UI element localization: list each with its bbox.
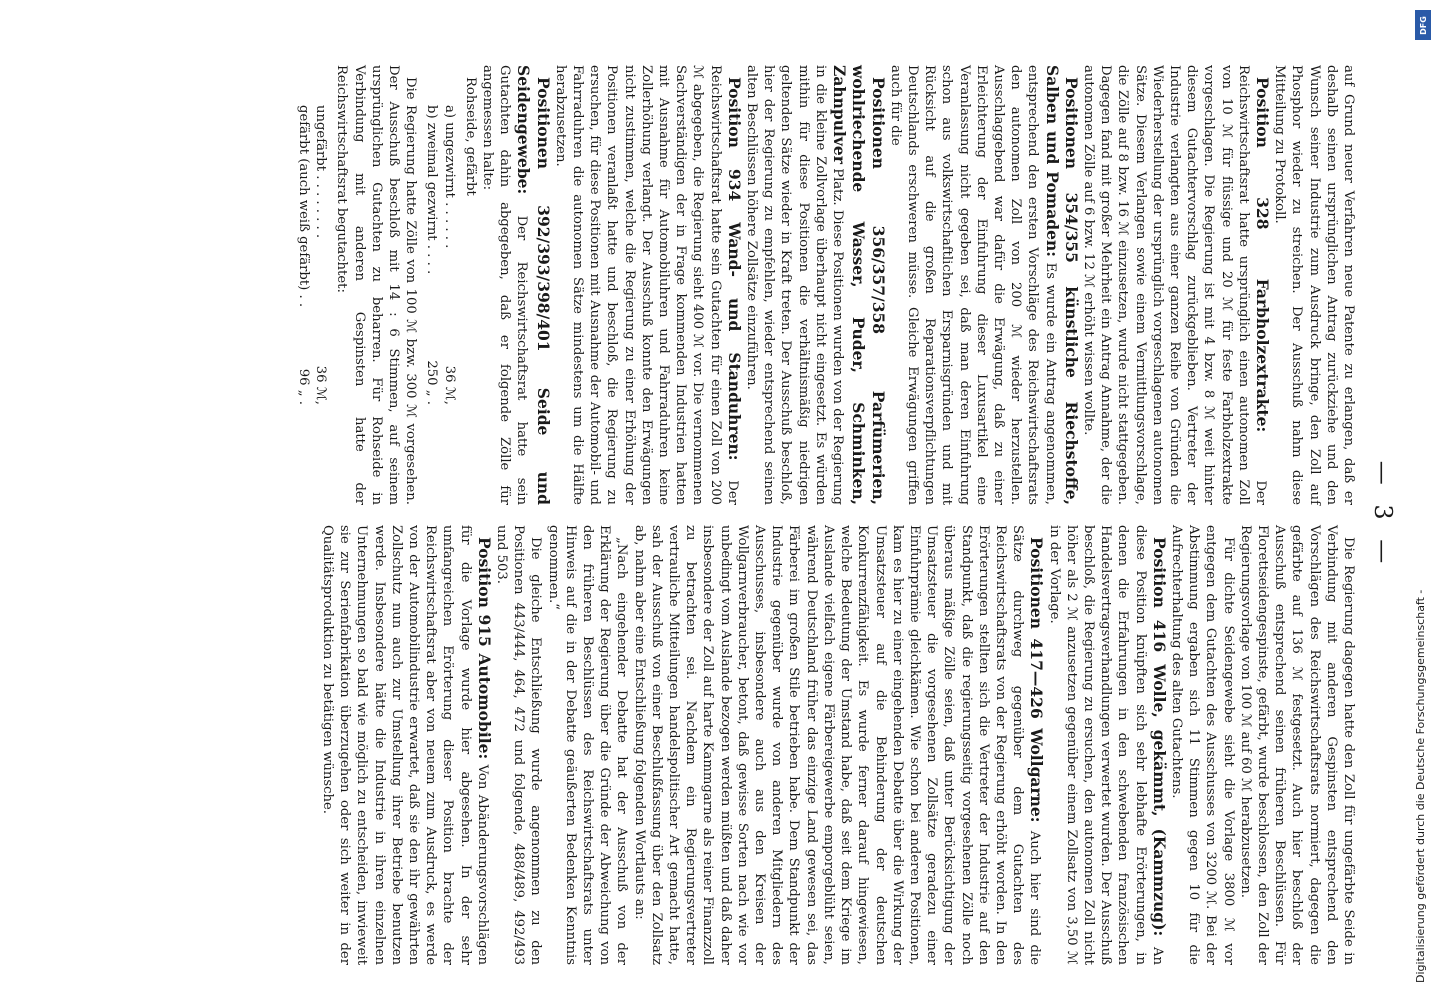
heading-position-934: Position 934 Wand- und Standuhren: — [724, 77, 744, 461]
resolution-quote: „Nach eingehender Debatte hat der Ausschuß von der Erklärung der Regierung über die Gründe der Abweichung von den früheren Beschlüssen des Reichswirtschaftsrats unter Hinweis auf die in der Debatte geäußerten Bedenken Kenntnis genommen.“ — [545, 525, 630, 965]
heading-position-915: Position 915 Automobile: — [474, 537, 494, 760]
list1-title: Rohseide, gefärbt — [462, 77, 478, 196]
rate-row — [295, 105, 312, 405]
right-section-915 — [319, 525, 493, 965]
rate-value: 96 „ . — [296, 368, 312, 405]
right-section-417 — [630, 525, 1045, 965]
dfg-logo — [1415, 10, 1431, 40]
left-paragraph-2: Der Reichswirtschaftsrat hatte ursprünglich einen autonomen Zoll von 10 ℳ für flüssige und 20 ℳ für feste Farbholzextrakte vorgeschlagen. Die Regierung ist mit 4 bzw. 8 ℳ weit hinter diesem Gutachtervorschlag zurückgeblieben. Vertreter der Industrie verlangten aus einer ganzen Reihe von Gründen die Wiederherstellung der ursprünglich vorgeschlagenen autonomen Sätze. Diesem Verlangen sowie einem Vermittlungsvorschlage, die Zölle auf 8 bzw. 16 ℳ einzusetzen, wurde nicht stattgegeben. Dagegen fand mit großer Mehrheit ein Antrag Annahme, der die autonomen Zölle auf 6 bzw. 12 ℳ erhöht wissen wollte. — [1080, 65, 1268, 505]
dfg-logo-text: DFG — [1418, 15, 1428, 35]
left-paragraph-4: Platz. Diese Positionen wurden von der Regierung in die kleine Zollvorlage überhaupt nicht eingesetzt. Es würden mithin für diese Positionen die verhältnismäßig niedrigen geltenden Sätze wieder in Kraft treten. Der Ausschuß beschloß, hier der Regierung zu empfehlen, wieder entsprechend seinen alten Beschlüssen höhere Zollsätze einzuführen. — [744, 65, 846, 505]
credit-text: Digitalisierung gefördert durch die Deutsche Forschungsgemeinschaft - — [1414, 589, 1427, 983]
heading-positions-417-426: Positionen 417—426 Wollgarne: — [1027, 537, 1047, 823]
rate-label: a) ungezwirnt . . . . . . — [441, 105, 457, 249]
heading-positions-354-355: Positionen 354/355 künstliche Riechstoffe, Salben und Pomaden: — [1042, 65, 1081, 505]
rate-label: ungefärbt . . . . . . . . — [313, 105, 329, 239]
right-paragraph-6: Von Abänderungsvorschlägen für die Vorlage wurde hier abgesehen. In der sehr umfangreichen Erörterung dieser Position brachte der Reichswirtschaftsrat aber von neuem zum Ausdruck, es werde von der Automobilindustrie erwartet, daß sie den ihr gewährten Zollschutz nun auch zur Umstellung ihrer Betriebe benutzen werde. Insbesondere hätte die Industrie in ihren einzelnen Unternehmungen so bald wie möglich zu entscheiden, inwieweit sie zur Serienfabrikation überzugehen oder sich weiter in der Qualitätsproduktion zu betätigen wünsche. — [320, 525, 490, 965]
heading-position-328: Position 328 Farbholzextrakte: — [1252, 77, 1272, 433]
heading-positions-392-401: Positionen 392/393/398/401 Seide und Seidengewebe: — [514, 65, 553, 505]
left-column — [291, 65, 1357, 505]
rate-value: 36 ℳ, — [313, 365, 329, 405]
rotated-page — [95, 45, 1405, 985]
rate-row — [312, 105, 329, 405]
left-section-392 — [479, 65, 552, 505]
rate-row — [423, 105, 440, 405]
rate-value: 36 ℳ, — [441, 365, 457, 405]
rate-label: gefärbt (auch weiß gefärbt) . . — [296, 105, 312, 308]
left-section-356 — [743, 65, 887, 505]
right-paragraph-3: An diese Position knüpften sich sehr lebhafte Erörterungen, in denen die Erfahrungen in den schwebenden französischen Handelsvertragsverhandlungen verwertet wurden. Der Ausschuß beschloß, die Regierung zu ersuchen, den autonomen Zoll nicht höher als 2 ℳ anzusetzen gegenüber einem Zollsatz von 3,50 ℳ in der Vorlage. — [1046, 525, 1165, 965]
left-paragraph-7: Die Regierung hatte Zölle von 100 ℳ bzw. 300 ℳ vorgesehen. Der Ausschuß beschloß mit 14 : 6 Stimmen, auf seinem ursprünglichen Gutachten zu beharren. Für Rohseide in Verbindung mit anderen Gespinsten hatte der Reichswirtschaftsrat begutachtet: — [334, 65, 419, 505]
left-paragraph-1: auf Grund neuer Verfahren neue Patente zu erlangen, daß er deshalb seinen ursprünglichen Antrag zurückziehe und den Wunsch seiner Industrie zum Ausdruck bringe, den Zoll auf Phosphor wieder zu streichen. Der Ausschuß nahm diese Mitteilung zu Protokoll. — [1272, 65, 1356, 505]
right-paragraph-2: Für dichte Seidengewebe sieht die Vorlage 3800 ℳ vor entgegen dem Gutachten des Ausschusses von 3200 ℳ. Bei der Abstimmung ergaben sich 11 Stimmen gegen 10 für die Aufrechterhaltung des alten Gutachtens. — [1168, 525, 1236, 965]
rates-list-1 — [423, 105, 457, 505]
right-paragraph-4: Auch hier sind die Sätze durchweg gegenüber dem Gutachten des Reichswirtschaftsrats von der Regierung erhöht worden. In den Erörterungen stellten sich die Vertreter der Industrie auf den Standpunkt, daß die regierungsseitig vorgesehenen Zölle noch überaus mäßige Zölle seien, daß unter Berücksichtigung der Umsatzsteuer die vorgesehenen Zollsätze geradezu einer Einfuhrprämie gleichkämen. Wie schon bei anderen Positionen, kam es hier zu einer eingehenden Debatte über die Wirkung der Umsatzsteuer auf die Behinderung der deutschen Konkurrenzfähigkeit. Es wurde ferner darauf hingewiesen, welche Bedeutung der Umstand habe, daß seit dem Kriege im Auslande vielfach eigene Färbereigewerbe emporgeblüht seien, während Deutschland früher das einzige Land gewesen sei, das Färberei im großen Stile betrieben habe. Dem Standpunkt der Industrie gegenüber wurde von anderen Mitgliedern des Ausschusses, insbesondere auch aus den Kreisen der Wollgarnverbraucher, betont, daß gewisse Sorten nach wie vor unbedingt vom Auslande bezogen werden müßten und daß daher insbesondere der Zoll auf harte Kammgarne als reiner Finanzzoll zu betrachten sei. Nachdem ein Regierungsvertreter vertrauliche Mitteilungen handelspolitischer Art gemacht hatte, sah der Ausschuß von einer Beschlußfassung über den Zollsatz ab, nahm aber eine Entschließung folgenden Wortlauts an: — [631, 525, 1043, 965]
digitization-credit — [1410, 8, 1430, 988]
right-column — [319, 525, 1357, 965]
left-section-934 — [552, 65, 743, 505]
right-paragraph-1: Die Regierung dagegen hatte den Zoll für ungefärbte Seide in Verbindung mit anderen Gespinsten entsprechend den Vorschlägen des Reichswirtschaftsrats normiert, dagegen die gefärbte auf 136 ℳ festgesetzt. Auch hier beschloß der Ausschuß entsprechend seinen früheren Beschlüssen. Für Florettseidengespinste, gefärbt, wurde beschlossen, den Zoll der Regierungsvorlage von 100 ℳ auf 60 ℳ herabzusetzen. — [1237, 525, 1356, 965]
rates-list-2 — [295, 105, 329, 505]
right-section-416 — [1045, 525, 1167, 965]
rate-label: b) zweimal gezwirnt . . . . — [424, 105, 440, 275]
left-paragraph-5: Der Reichswirtschaftsrat hatte sein Gutachten für einen Zoll von 200 ℳ abgegeben, die Regierung sieht 400 ℳ vor. Die vernommenen Sachverständigen der in Frage kommenden Industrien hatten mit Ausnahme für Automobiluhren und Fahrraduhren keine Zollerhöhung verlangt. Der Ausschuß konnte den Erwägungen nicht zustimmen, welche die Regierung zu einer Erhöhung der Positionen veranlaßt hatte und beschloß, die Regierung zu ersuchen, für diese Positionen mit Ausnahme der Automobil- und Fahrraduhren die autonomen Sätze mindestens um die Hälfte herabzusetzen. — [552, 65, 740, 505]
rate-value: 250 „ . — [424, 360, 440, 405]
rate-row — [440, 105, 457, 405]
heading-position-416: Position 416 Wolle, gekämmt, (Kammzug): — [1149, 537, 1169, 937]
page-number: — 3 — — [1369, 460, 1397, 570]
heading-positions-356-358: Positionen 356/357/358 Parfümerien, wohlriechende Wasser, Puder, Schminken, Zahnpulver — [830, 65, 888, 505]
right-paragraph-5: Die gleiche Entschließung wurde angenommen zu den Positionen 443/444, 464, 472 und folgende, 488/489, 492/493 und 503. — [494, 525, 544, 965]
left-paragraph-3: Es wurde ein Antrag angenommen, entsprechend den ersten Vorschläge des Reichswirtschaftsrats den autonomen Zoll von 200 ℳ wieder herzustellen. Ausschlaggebend war dafür die Erwägung, daß zu einer Erleichterung der Einfuhrung dieser Luxusartikel eine Veranlassung nicht gegeben sei, daß man deren Einfuhrung schon aus volkswirtschaftlichen Ersparnisgründen und mit Rücksicht auf die großen Reparationsverpflichtungen Deutschlands erschweren müsse. Gleiche Erwägungen griffen auch für die — [887, 65, 1058, 505]
left-section-354 — [887, 65, 1080, 505]
left-paragraph-6: Der Reichswirtschaftsrat hatte sein Gutachten dahin abgegeben, daß er folgende Zölle für angemessen halte: — [480, 65, 530, 505]
left-section-328 — [1080, 65, 1271, 505]
